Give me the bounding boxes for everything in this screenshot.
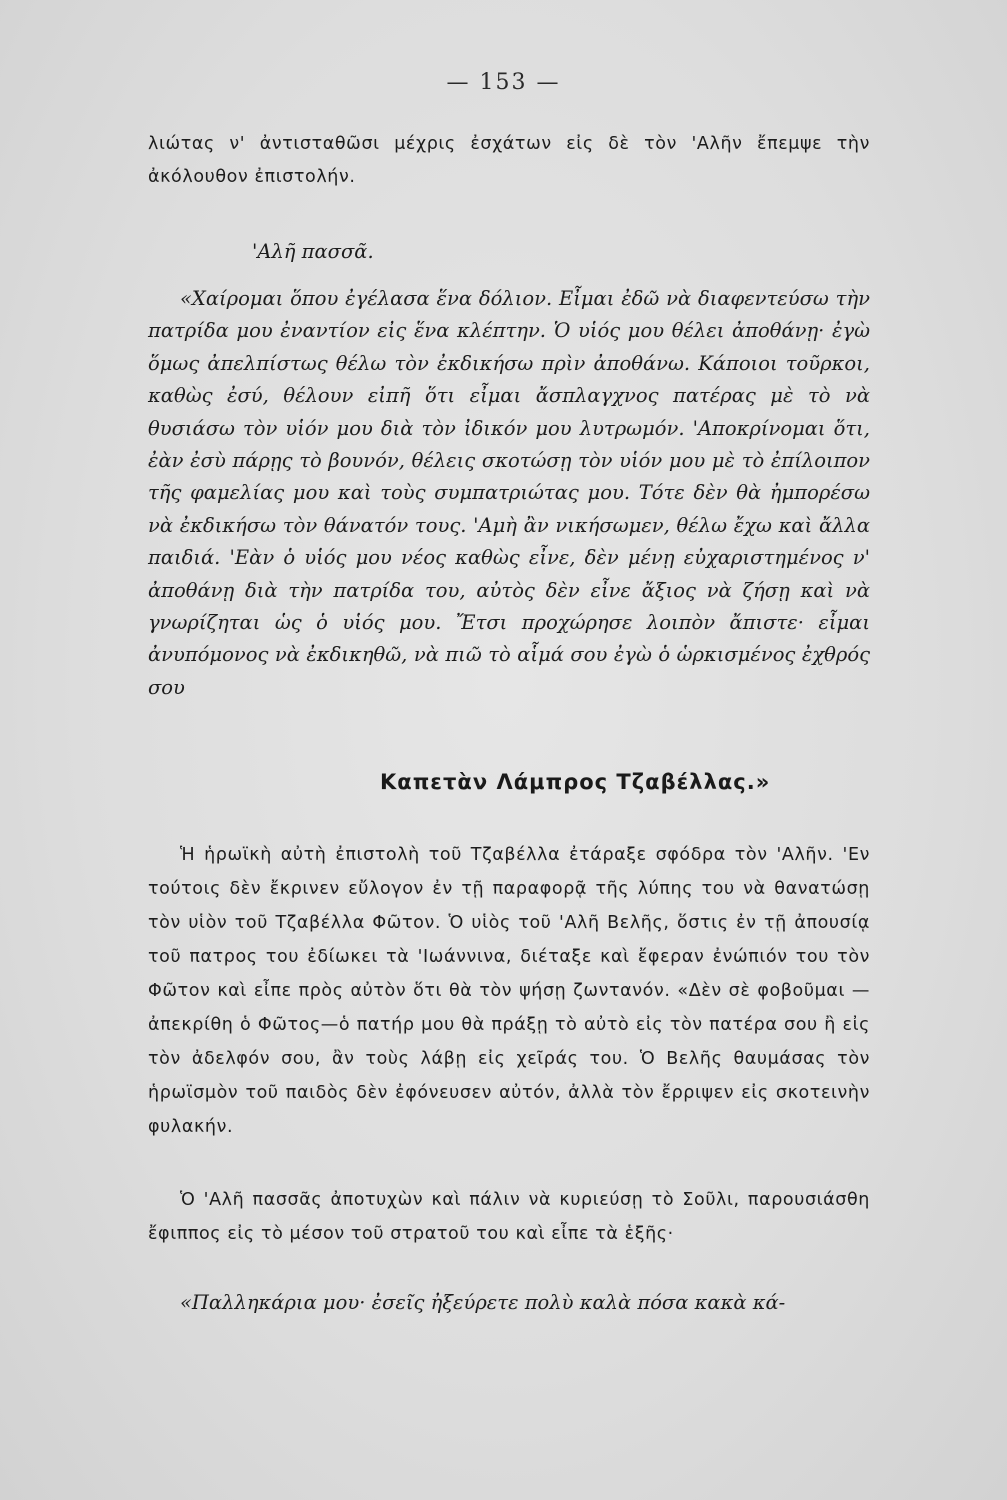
letter-heading: 'Αλῆ πασσᾶ. <box>252 240 374 263</box>
closing-line-block <box>148 1287 870 1320</box>
narrative-paragraph-2: Ὁ 'Αλῆ πασσᾶς ἀποτυχὼν καὶ πάλιν νὰ κυριεύσῃ τὸ Σοῦλι, παρουσιάσθη ἔφιππος εἰς τὸ μέσον τοῦ στρατοῦ του καὶ εἶπε τὰ ἑξῆς· <box>148 1190 870 1244</box>
closing-line: «Παλληκάρια μου· ἐσεῖς ἠξεύρετε πολὺ καλὰ πόσα κακὰ κά- <box>180 1291 786 1314</box>
letter-heading-block <box>148 236 870 269</box>
letter-body: «Χαίρομαι ὅπου ἐγέλασα ἕνα δόλιον. Εἶμαι ἐδῶ νὰ διαφεντεύσω τὴν πατρίδα μου ἐναντίον εἰς ἕνα κλέπτην. Ὁ υἱός μου θέλει ἀποθάνῃ· ἐγὼ ὅμως ἀπελπίστως θέλω τὸν ἐκδικήσω πρὶν ἀποθάνω. Κάποιοι τοῦρκοι, καθὼς ἐσύ, θέλουν εἰπῆ ὅτι εἶμαι ἄσπλαγχνος πατέρας μὲ τὸ νὰ θυσιάσω τὸν υἱόν μου διὰ τὸν ἰδικόν μου λυτρωμόν. 'Αποκρίνομαι ὅτι, ἐὰν ἐσὺ πάρῃς τὸ βουνόν, θέλεις σκοτώσῃ τὸν υἱόν μου μὲ τὸ ἐπίλοιπον τῆς φαμελίας μου καὶ τοὺς συμπατριώτας μου. Τότε δὲν θὰ ἠμπορέσω νὰ ἐκδικήσω τὸν θάνατόν τους. 'Αμὴ ἂν νικήσωμεν, θέλω ἔχω καὶ ἄλλα παιδιά. 'Εὰν ὁ υἱός μου νέος καθὼς εἶνε, δὲν μένῃ εὐχαριστημένος ν' ἀποθάνῃ διὰ τὴν πατρίδα του, αὐτὸς δὲν εἶνε ἄξιος νὰ ζήσῃ καὶ νὰ γνωρίζηται ὡς ὁ υἱός μου. Ἔτσι προχώρησε λοιπὸν ἄπιστε· εἶμαι ἀνυπόμονος νὰ ἐκδικηθῶ, νὰ πιῶ τὸ αἷμά σου ἐγὼ ὁ ὡρκισμένος ἐχθρός σου <box>148 287 870 699</box>
narrative-paragraph-1: Ἡ ἡρωϊκὴ αὐτὴ ἐπιστολὴ τοῦ Τζαβέλλα ἐτάραξε σφόδρα τὸν 'Αλῆν. 'Εν τούτοις δὲν ἔκρινεν εὔλογον ἐν τῇ παραφορᾷ τῆς λύπης του νὰ θανατώσῃ τὸν υἱὸν τοῦ Τζαβέλλα Φῶτον. Ὁ υἱὸς τοῦ 'Αλῆ Βελῆς, ὅστις ἐν τῇ ἀπουσίᾳ τοῦ πατρος του ἐδίωκει τὰ 'Ιωάννινα, διέταξε καὶ ἔφεραν ἐνώπιόν του τὸν Φῶτον καὶ εἶπε πρὸς αὐτὸν ὅτι θὰ τὸν ψήσῃ ζωντανόν. «Δὲν σὲ φοβοῦμαι —ἀπεκρίθη ὁ Φῶτος—ὁ πατήρ μου θὰ πράξῃ τὸ αὐτὸ εἰς τὸν πατέρα σου ἢ εἰς τὸν ἀδελφόν σου, ἂν τοὺς λάβῃ εἰς χεῖράς του. Ὁ Βελῆς θαυμάσας τὸν ἡρωϊσμὸν τοῦ παιδὸς δὲν ἐφόνευσεν αὐτόν, ἀλλὰ τὸν ἔρριψεν εἰς σκοτεινὴν φυλακήν. <box>148 845 870 1137</box>
narrative-paragraph-1-block <box>148 838 870 1144</box>
narrative-paragraph-2-block <box>148 1183 870 1251</box>
letter-body-block <box>148 283 870 704</box>
top-paragraph: λιώτας ν' ἀντισταθῶσι μέχρις ἐσχάτων εἰς δὲ τὸν 'Αλῆν ἔπεμψε τὴν ἀκόλουθον ἐπιστολήν. <box>148 134 870 187</box>
letter-signature: Καπετὰν Λάμπρος Τζαβέλλας.» <box>380 770 771 794</box>
top-paragraph-block <box>148 128 870 194</box>
page-number: — 153 — <box>446 70 561 95</box>
